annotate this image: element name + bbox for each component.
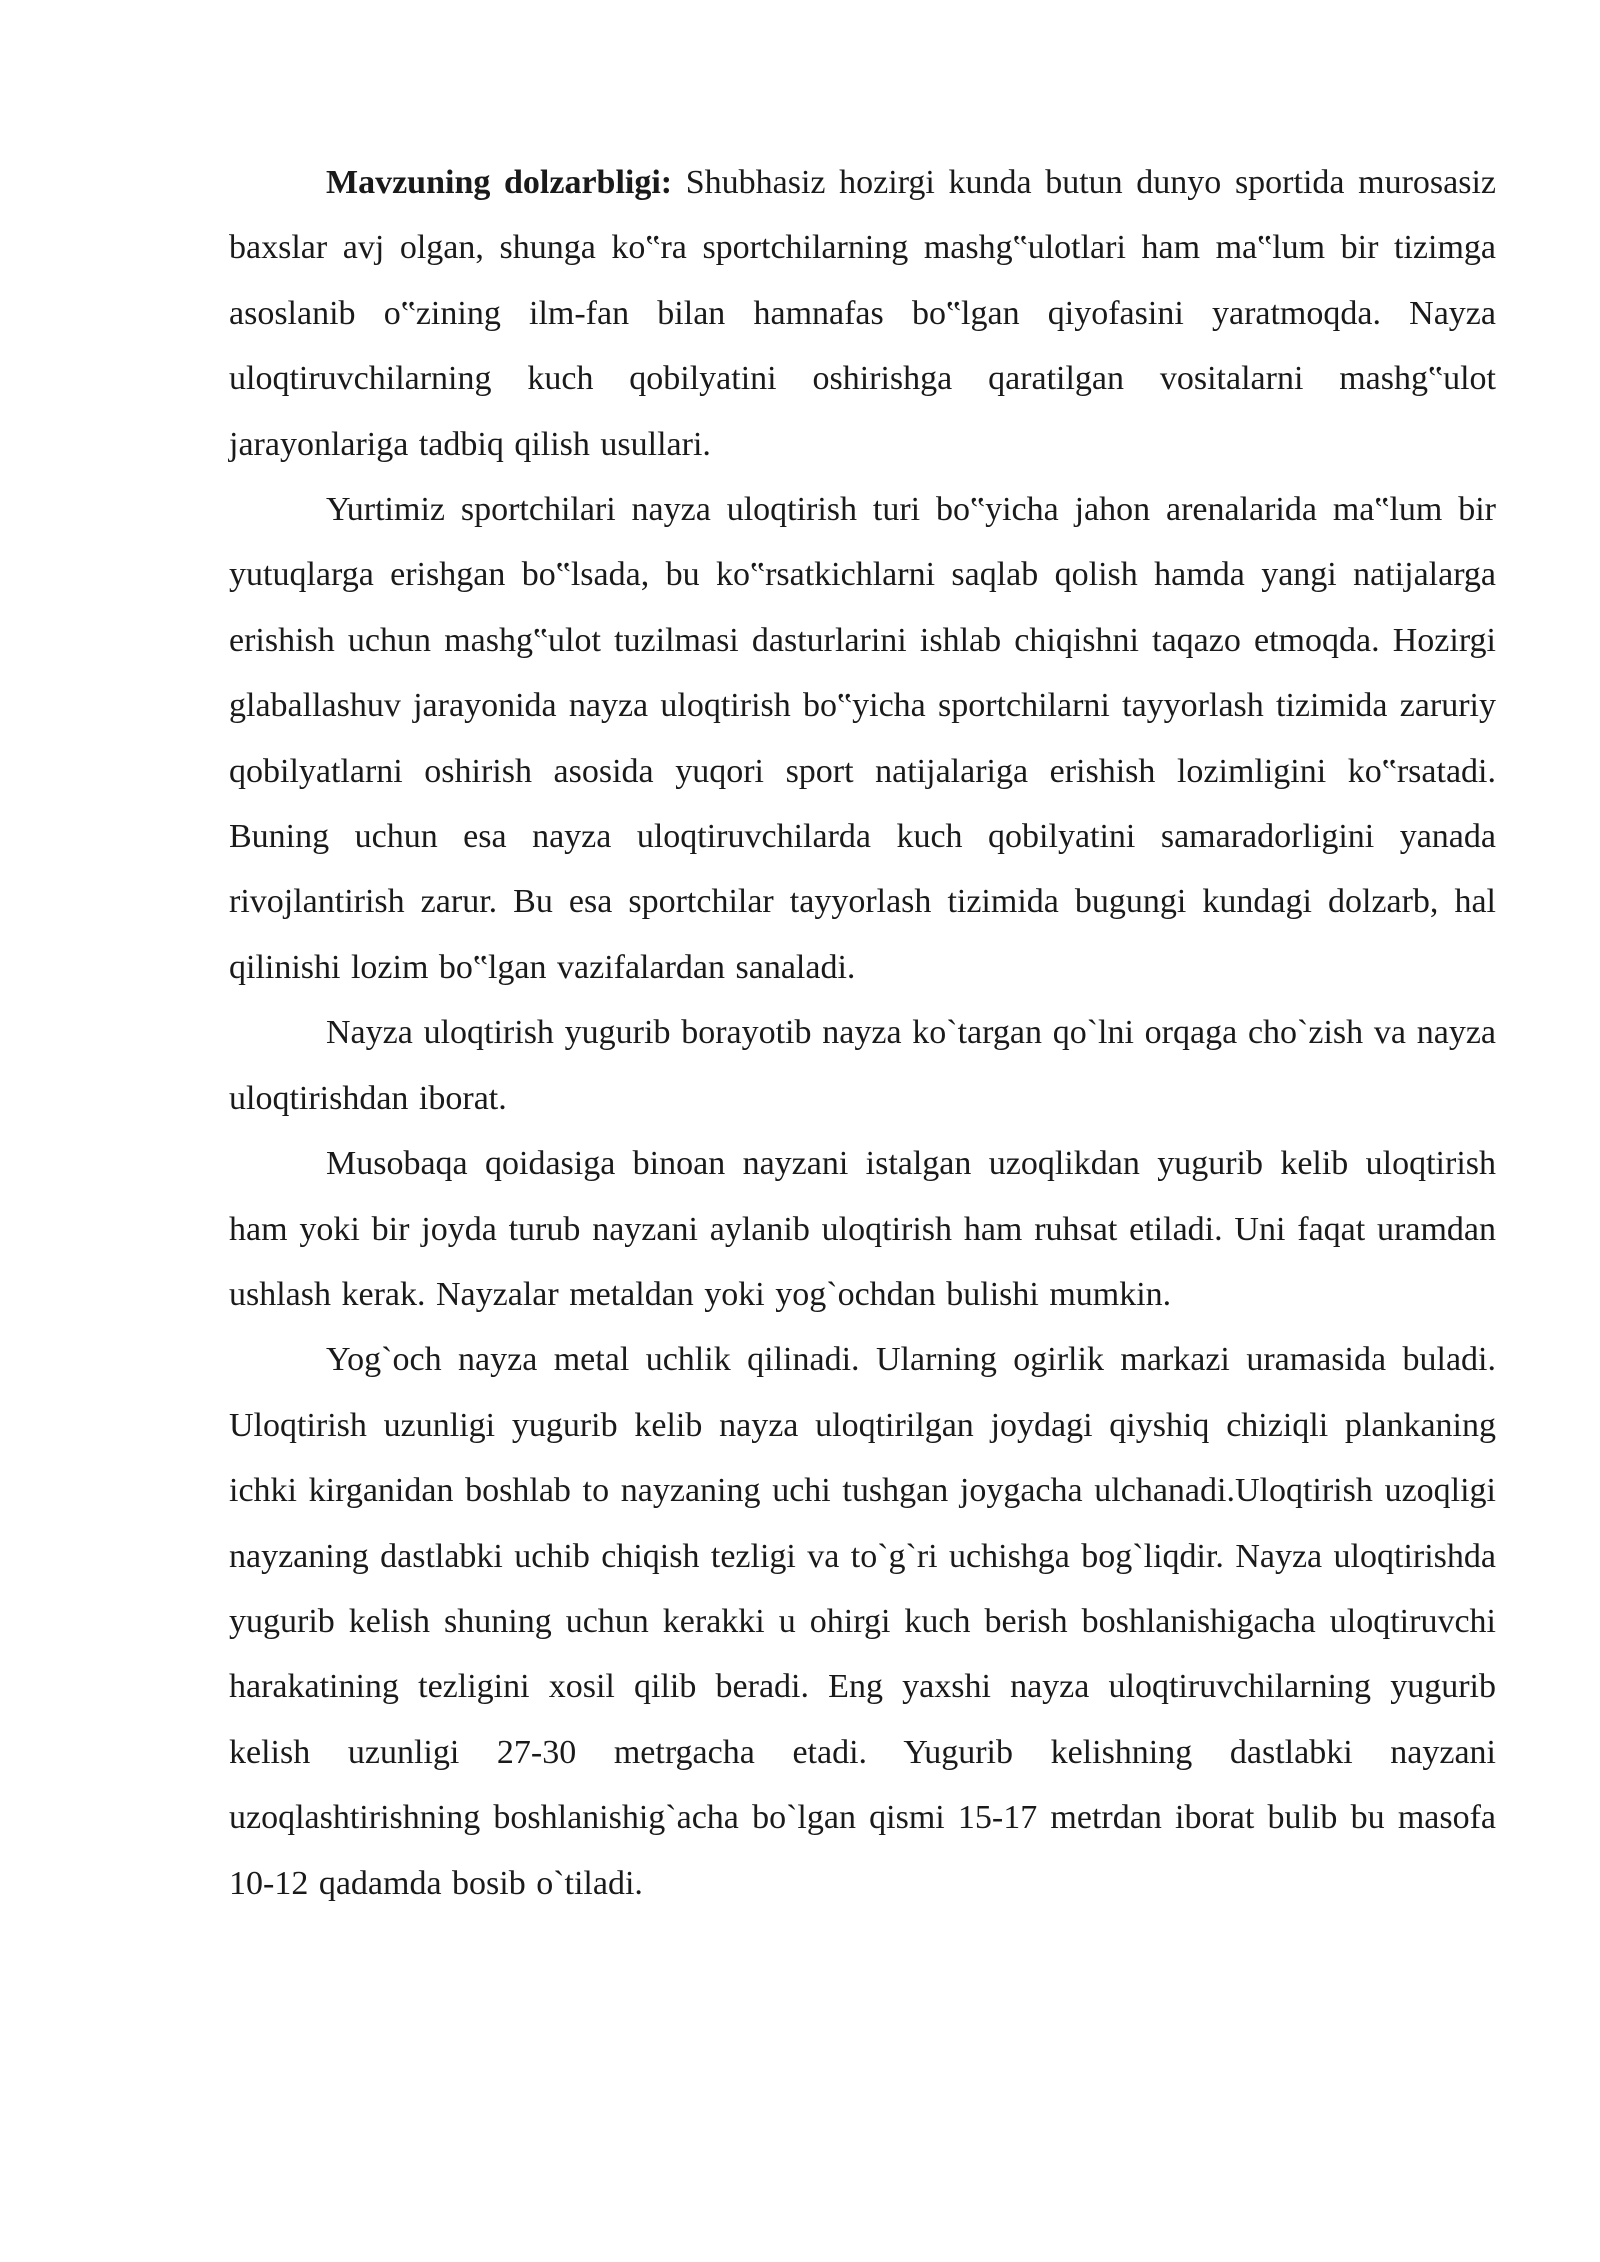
paragraph-rules: Musobaqa qoidasiga binoan nayzani istalgan uzoqlikdan yugurib kelib uloqtirish ham yoki bir joyda turub nayzani aylanib uloqtirish ham ruhsat etiladi. Uni faqat uramdan ushlash kerak. Nayzalar metaldan yoki yog`ochdan bulishi mumkin. [229, 1145, 1496, 1313]
paragraph-text: Shubhasiz hozirgi kunda butun dunyo sportida murosasiz baxslar avj olgan, shunga ko‟ra sportchilarning mashg‟ulotlari ham ma‟lum bir tizimga asoslanib o‟zining ilm-fan bilan hamnafas bo‟lgan qiyofasini yaratmoqda. Nayza uloqtiruvchilarning kuch qobilyatini oshirishga qaratilgan vositalarni mashg‟ulot jarayonlariga tadbiq qilish usullari. [229, 164, 1496, 463]
paragraph-relevance [229, 150, 1496, 477]
paragraph-achievements: Yurtimiz sportchilari nayza uloqtirish turi bo‟yicha jahon arenalarida ma‟lum bir yutuqlarga erishgan bo‟lsada, bu ko‟rsatkichlarni saqlab qolish hamda yangi natijalarga erishish uchun mashg‟ulot tuzilmasi dasturlarini ishlab chiqishni taqazo etmoqda. Hozirgi glaballashuv jarayonida nayza uloqtirish bo‟yicha sportchilarni tayyorlash tizimida zaruriy qobilyatlarni oshirish asosida yuqori sport natijalariga erishish lozimligini ko‟rsatadi. Buning uchun esa nayza uloqtiruvchilarda kuch qobilyatini samaradorligini yanada rivojlantirish zarur. Bu esa sportchilar tayyorlash tizimida bugungi kundagi dolzarb, hal qilinishi lozim bo‟lgan vazifalardan sanaladi. [229, 491, 1496, 986]
section-heading-relevance: Mavzuning dolzarbligi: [326, 164, 673, 201]
document-page [229, 150, 1496, 1916]
paragraph-javelin-details: Yog`och nayza metal uchlik qilinadi. Ularning ogirlik markazi uramasida buladi. Uloqtirish uzunligi yugurib kelib nayza uloqtirilgan joydagi qiyshiq chiziqli plankaning ichki kirganidan boshlab to nayzaning uchi tushgan joygacha ulchanadi.Uloqtirish uzoqligi nayzaning dastlabki uchib chiqish tezligi va to`g`ri uchishga bog`liqdir. Nayza uloqtirishda yugurib kelish shuning uchun kerakki u ohirgi kuch berish boshlanishigacha uloqtiruvchi harakatining tezligini xosil qilib beradi. Eng yaxshi nayza uloqtiruvchilarning yugurib kelish uzunligi 27-30 metrgacha etadi. Yugurib kelishning dastlabki nayzani uzoqlashtirishning boshlanishig`acha bo`lgan qismi 15-17 metrdan iborat bulib bu masofa 10-12 qadamda bosib o`tiladi. [229, 1341, 1496, 1902]
paragraph-technique: Nayza uloqtirish yugurib borayotib nayza ko`targan qo`lni orqaga cho`zish va nayza uloqtirishdan iborat. [229, 1014, 1496, 1117]
